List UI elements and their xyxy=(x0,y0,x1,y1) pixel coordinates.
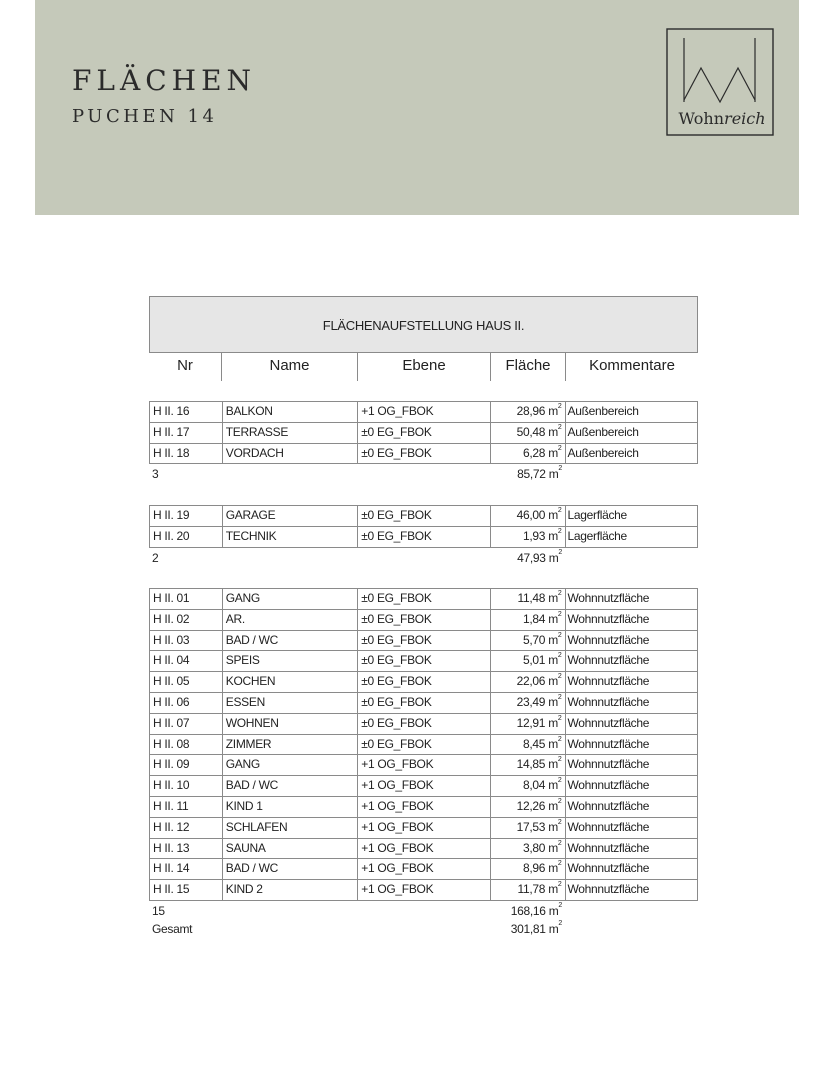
cell-nr: H II. 15 xyxy=(153,882,190,897)
cell-flaeche: 8,45 $m^2$ xyxy=(490,735,565,755)
cell-flaeche: 8,96 $m^2$ xyxy=(490,859,565,879)
cell-nr: H II. 05 xyxy=(153,674,190,689)
table-title: FLÄCHENAUFSTELLUNG HAUS II. xyxy=(322,318,525,333)
table-row xyxy=(149,423,698,444)
cell-ebene: +1 OG_FBOK xyxy=(357,839,490,859)
cell-kommentar: Außenbereich xyxy=(565,444,698,464)
cell-flaeche: 5,01 $m^2$ xyxy=(490,651,565,671)
cell-name: WOHNEN xyxy=(222,714,358,734)
column-header-kommentare: Kommentare xyxy=(565,353,698,381)
cell-nr: H II. 08 xyxy=(153,736,190,751)
grand-total xyxy=(149,919,698,940)
table-row xyxy=(149,839,698,860)
table-row xyxy=(149,444,698,465)
page-subtitle: PUCHEN 14 xyxy=(72,106,218,127)
cell-flaeche: 11,78 $m^2$ xyxy=(490,880,565,900)
table-row xyxy=(149,880,698,901)
cell-name: KIND 1 xyxy=(222,797,358,817)
cell-ebene: ±0 EG_FBOK xyxy=(357,589,490,609)
cell-name: VORDACH xyxy=(222,444,358,464)
cell-flaeche: 17,53 $m^2$ xyxy=(490,818,565,838)
cell-kommentar: Wohnnutzfläche xyxy=(565,651,698,671)
grand-total-value: 301,81 $m^2$ xyxy=(510,920,562,936)
table-row xyxy=(149,527,698,548)
cell-ebene: ±0 EG_FBOK xyxy=(357,651,490,671)
cell-kommentar: Wohnnutzfläche xyxy=(565,714,698,734)
column-header-nr: Nr xyxy=(177,357,193,374)
cell-kommentar: Wohnnutzfläche xyxy=(565,693,698,713)
table-row xyxy=(149,672,698,693)
cell-flaeche: 3,80 $m^2$ xyxy=(490,839,565,859)
cell-name: BALKON xyxy=(222,402,358,422)
group-count: 15 xyxy=(152,903,165,918)
logo-wordmark: Wohnreich xyxy=(678,109,766,128)
cell-ebene: ±0 EG_FBOK xyxy=(357,693,490,713)
cell-name: KOCHEN xyxy=(222,672,358,692)
cell-flaeche: 28,96 $m^2$ xyxy=(490,402,565,422)
cell-kommentar: Lagerfläche xyxy=(565,527,698,547)
cell-kommentar: Wohnnutzfläche xyxy=(565,818,698,838)
cell-flaeche: 23,49 $m^2$ xyxy=(490,693,565,713)
table-row xyxy=(149,588,698,610)
cell-flaeche: 14,85 $m^2$ xyxy=(490,755,565,775)
cell-flaeche: 8,04 $m^2$ xyxy=(490,776,565,796)
cell-ebene: ±0 EG_FBOK xyxy=(357,610,490,630)
cell-ebene: ±0 EG_FBOK xyxy=(357,714,490,734)
cell-flaeche: 12,26 $m^2$ xyxy=(490,797,565,817)
table-group xyxy=(149,401,698,485)
cell-nr: H II. 16 xyxy=(153,404,190,418)
cell-name: GANG xyxy=(222,755,358,775)
cell-nr: H II. 11 xyxy=(153,798,189,813)
cell-kommentar: Wohnnutzfläche xyxy=(565,735,698,755)
table-header xyxy=(149,296,698,380)
cell-nr: H II. 04 xyxy=(153,653,190,668)
cell-ebene: ±0 EG_FBOK xyxy=(357,444,490,464)
cell-nr: H II. 03 xyxy=(153,632,190,647)
cell-nr: H II. 17 xyxy=(153,424,190,439)
cell-name: BAD / WC xyxy=(222,859,358,879)
cell-kommentar: Wohnnutzfläche xyxy=(565,631,698,651)
cell-flaeche: 46,00 $m^2$ xyxy=(490,506,565,526)
table-row xyxy=(149,651,698,672)
group-count: 2 xyxy=(152,550,159,565)
cell-ebene: ±0 EG_FBOK xyxy=(357,672,490,692)
cell-nr: H II. 14 xyxy=(153,861,190,876)
cell-kommentar: Lagerfläche xyxy=(565,506,698,526)
column-header-name: Name xyxy=(221,353,357,381)
group-count: 3 xyxy=(152,467,159,482)
cell-name: AR. xyxy=(222,610,358,630)
table-row xyxy=(149,693,698,714)
grand-total-label: Gesamt xyxy=(152,922,193,936)
cell-kommentar: Wohnnutzfläche xyxy=(565,839,698,859)
table-row xyxy=(149,505,698,527)
cell-name: KIND 2 xyxy=(222,880,358,900)
cell-kommentar: Wohnnutzfläche xyxy=(565,776,698,796)
cell-nr: H II. 13 xyxy=(153,840,190,855)
cell-name: GANG xyxy=(222,589,358,609)
cell-name: SAUNA xyxy=(222,839,358,859)
cell-kommentar: Wohnnutzfläche xyxy=(565,610,698,630)
cell-name: BAD / WC xyxy=(222,776,358,796)
cell-nr: H II. 12 xyxy=(153,819,190,834)
table-row xyxy=(149,401,698,423)
table-row xyxy=(149,714,698,735)
cell-nr: H II. 01 xyxy=(153,591,190,605)
cell-kommentar: Wohnnutzfläche xyxy=(565,880,698,900)
cell-flaeche: 5,70 $m^2$ xyxy=(490,631,565,651)
cell-flaeche: 11,48 $m^2$ xyxy=(490,589,565,609)
table-group xyxy=(149,505,698,569)
cell-name: SPEIS xyxy=(222,651,358,671)
table-row xyxy=(149,818,698,839)
cell-ebene: +1 OG_FBOK xyxy=(357,818,490,838)
cell-nr: H II. 06 xyxy=(153,694,190,709)
group-subtotal-row xyxy=(149,548,698,569)
cell-name: ESSEN xyxy=(222,693,358,713)
cell-nr: H II. 19 xyxy=(153,508,190,522)
cell-kommentar: Außenbereich xyxy=(565,423,698,443)
cell-name: SCHLAFEN xyxy=(222,818,358,838)
group-subtotal: 47,93 $m^2$ xyxy=(517,548,562,565)
cell-ebene: +1 OG_FBOK xyxy=(357,755,490,775)
cell-kommentar: Außenbereich xyxy=(565,402,698,422)
cell-nr: H II. 09 xyxy=(153,757,190,772)
cell-nr: H II. 20 xyxy=(153,528,190,543)
cell-ebene: ±0 EG_FBOK xyxy=(357,631,490,651)
cell-name: TECHNIK xyxy=(222,527,358,547)
page-title: FLÄCHEN xyxy=(72,64,257,97)
cell-flaeche: 50,48 $m^2$ xyxy=(490,423,565,443)
cell-ebene: +1 OG_FBOK xyxy=(357,859,490,879)
table-group xyxy=(149,588,698,922)
cell-nr: H II. 10 xyxy=(153,778,190,793)
group-subtotal: 168,16 $m^2$ xyxy=(510,901,562,918)
cell-kommentar: Wohnnutzfläche xyxy=(565,755,698,775)
table-row xyxy=(149,776,698,797)
table-row xyxy=(149,610,698,631)
table-column-headers xyxy=(149,352,698,381)
cell-name: TERRASSE xyxy=(222,423,358,443)
cell-ebene: ±0 EG_FBOK xyxy=(357,423,490,443)
cell-flaeche: 1,84 $m^2$ xyxy=(490,610,565,630)
cell-ebene: ±0 EG_FBOK xyxy=(357,506,490,526)
cell-ebene: ±0 EG_FBOK xyxy=(357,527,490,547)
table-row xyxy=(149,755,698,776)
cell-ebene: +1 OG_FBOK xyxy=(357,880,490,900)
table-row xyxy=(149,735,698,756)
table-row xyxy=(149,631,698,652)
table-row xyxy=(149,859,698,880)
cell-nr: H II. 07 xyxy=(153,715,190,730)
cell-ebene: ±0 EG_FBOK xyxy=(357,735,490,755)
column-header-flaeche: Fläche xyxy=(490,353,565,381)
cell-nr: H II. 02 xyxy=(153,611,190,626)
cell-name: GARAGE xyxy=(222,506,358,526)
cell-name: ZIMMER xyxy=(222,735,358,755)
cell-ebene: +1 OG_FBOK xyxy=(357,402,490,422)
cell-flaeche: 22,06 $m^2$ xyxy=(490,672,565,692)
group-subtotal: 85,72 $m^2$ xyxy=(517,465,562,482)
table-row xyxy=(149,797,698,818)
cell-ebene: +1 OG_FBOK xyxy=(357,776,490,796)
cell-kommentar: Wohnnutzfläche xyxy=(565,797,698,817)
grand-total-row xyxy=(149,919,698,940)
cell-flaeche: 12,91 $m^2$ xyxy=(490,714,565,734)
cell-kommentar: Wohnnutzfläche xyxy=(565,589,698,609)
cell-ebene: +1 OG_FBOK xyxy=(357,797,490,817)
cell-flaeche: 1,93 $m^2$ xyxy=(490,527,565,547)
group-subtotal-row xyxy=(149,464,698,485)
cell-flaeche: 6,28 $m^2$ xyxy=(490,444,565,464)
cell-kommentar: Wohnnutzfläche xyxy=(565,859,698,879)
column-header-ebene: Ebene xyxy=(357,353,490,381)
cell-kommentar: Wohnnutzfläche xyxy=(565,672,698,692)
cell-nr: H II. 18 xyxy=(153,445,190,460)
cell-name: BAD / WC xyxy=(222,631,358,651)
